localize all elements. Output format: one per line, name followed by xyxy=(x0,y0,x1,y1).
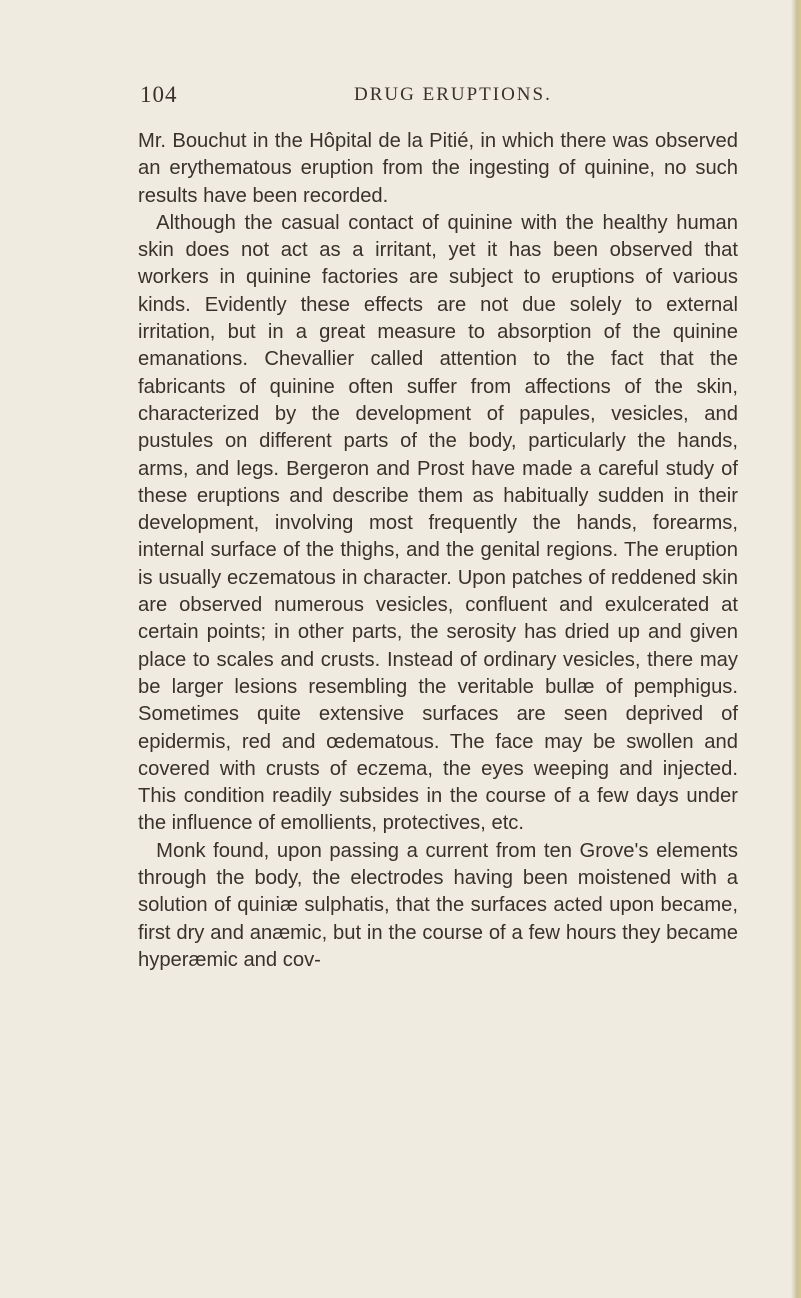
paragraph-continuation: Mr. Bouchut in the Hôpital de la Pitié, in which there was observed an erythematous eruption from the ingesting of quinine, no such results have been recorded. xyxy=(138,130,738,207)
running-title: DRUG ERUPTIONS. xyxy=(354,84,552,105)
body-text xyxy=(138,128,738,974)
running-head xyxy=(132,82,732,112)
paragraph-quinine-workers: Although the casual contact of quinine with the healthy human skin does not act as a irritant, yet it has been observed that workers in quinine factories are subject to eruptions of various kinds. Evidently these effects are not due solely to external irritation, but in a great measure to absorption of the quinine emanations. Chevallier called attention to the fact that the fabricants of quinine often suffer from affections of the skin, characterized by the development of papules, vesicles, and pustules on different parts of the body, particularly the hands, arms, and legs. Bergeron and Prost have made a careful study of these eruptions and describe them as habitually sudden in their development, involving most frequently the hands, forearms, internal surface of the thighs, and the genital regions. The eruption is usually eczematous in character. Upon patches of reddened skin are observed numerous vesicles, confluent and exulcerated at certain points; in other parts, the serosity has dried up and given place to scales and crusts. Instead of ordinary vesicles, there may be larger lesions resembling the veritable bullæ of pemphigus. Sometimes quite extensive surfaces are seen deprived of epidermis, red and œdematous. The face may be swollen and covered with crusts of eczema, the eyes weeping and injected. This condition readily subsides in the course of a few days under the influence of emollients, protectives, etc. xyxy=(138,211,738,835)
page-edge xyxy=(791,0,801,1298)
page-number: 104 xyxy=(140,82,178,107)
paragraph-monk-experiment: Monk found, upon passing a current from ten Grove's elements through the body, the electrodes having been moistened with a solution of quiniæ sulphatis, that the surfaces acted upon became, first dry and anæmic, but in the course of a few hours they became hyperæmic and cov- xyxy=(138,839,738,971)
